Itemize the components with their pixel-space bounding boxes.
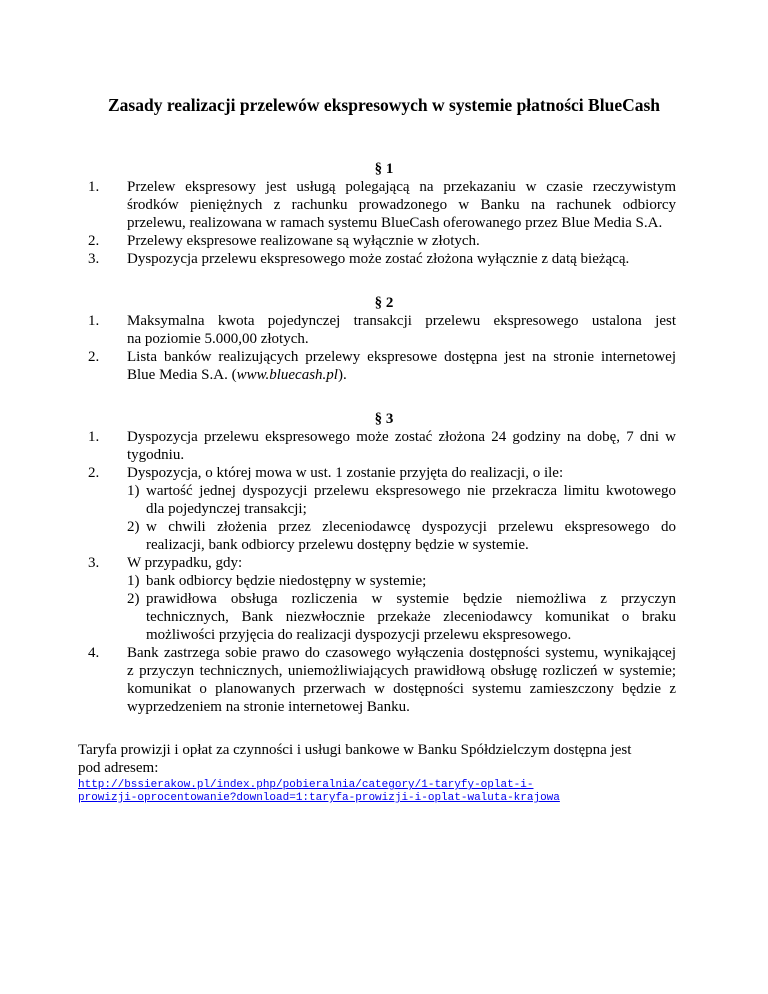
- section-2-heading: § 2: [374, 295, 394, 311]
- tariff-link[interactable]: [78, 779, 698, 805]
- item-line: Dyspozycja przelewu ekspresowego może zostać złożona 24 godziny na dobę, 7 dni w: [127, 429, 676, 445]
- item-number: 2.: [88, 465, 100, 481]
- sub-line: możliwości przyjęcia do realizacji dyspozycji przelewu ekspresowego.: [146, 627, 572, 643]
- item-number: 1.: [88, 429, 100, 445]
- item-line: przelewu, realizowana w ramach systemu BlueCash oferowanego przez Blue Media S.A.: [127, 215, 663, 231]
- item-number: 2.: [88, 349, 100, 365]
- item-line: Blue Media S.A. (www.bluecash.pl).: [127, 367, 347, 383]
- sub-line: bank odbiorcy będzie niedostępny w systemie;: [146, 573, 427, 589]
- sub-line: technicznych, Bank niezwłocznie przekaże zleceniodawcy komunikat o braku: [146, 609, 676, 625]
- item-number: 1.: [88, 179, 100, 195]
- sub-line: prawidłowa obsługa rozliczenia w systemie będzie niemożliwa z przyczyn: [146, 591, 676, 607]
- item-text: Dyspozycja przelewu ekspresowego może zostać złożona wyłącznie z datą bieżącą.: [127, 251, 630, 267]
- item-line: Przelew ekspresowy jest usługą polegającą na przekazaniu w czasie rzeczywistym: [127, 179, 676, 195]
- item-text: Dyspozycja, o której mowa w ust. 1 zostanie przyjęta do realizacji, o ile:: [127, 465, 564, 481]
- item-text: W przypadku, gdy:: [127, 555, 243, 571]
- item-line: wyprzedzeniem na stronie internetowej Banku.: [127, 699, 410, 715]
- section-3-heading: § 3: [374, 411, 394, 427]
- item-line: na poziomie 5.000,00 złotych.: [127, 331, 309, 347]
- bluecash-url: www.bluecash.pl: [236, 367, 338, 383]
- sub-number: 2): [127, 519, 140, 535]
- item-number: 3.: [88, 251, 100, 267]
- document-title: Zasady realizacji przelewów ekspresowych w systemie płatności BlueCash: [107, 95, 661, 115]
- sub-line: w chwili złożenia przez zleceniodawcę dyspozycji przelewu ekspresowego do: [146, 519, 676, 535]
- tariff-note-line: Taryfa prowizji i opłat za czynności i usługi bankowe w Banku Spółdzielczym dostępna jest: [78, 742, 632, 758]
- item-line: Bank zastrzega sobie prawo do czasowego wyłączenia dostępności systemu, wynikającej: [127, 645, 676, 661]
- sub-line: wartość jednej dyspozycji przelewu ekspresowego nie przekracza limitu kwotowego: [146, 483, 676, 499]
- item-line: środków pieniężnych z rachunku prowadzonego w Banku na rachunek odbiorcy: [127, 197, 676, 213]
- tariff-link-line[interactable]: prowizji-oprocentowanie?download=1:taryfa-prowizji-i-oplat-waluta-krajowa: [78, 792, 560, 804]
- item-number: 2.: [88, 233, 100, 249]
- sub-number: 1): [127, 573, 140, 589]
- item-line: komunikat o planowanych przerwach w dostępności systemu zamieszczony będzie z: [127, 681, 676, 697]
- item-line: z przyczyn technicznych, uniemożliwiających prawidłową obsługę rozliczeń w systemie;: [127, 663, 676, 679]
- tariff-note-line: pod adresem:: [78, 760, 159, 776]
- item-number: 1.: [88, 313, 100, 329]
- item-text: Przelewy ekspresowe realizowane są wyłącznie w złotych.: [127, 233, 480, 249]
- section-1-heading: § 1: [374, 161, 394, 177]
- sub-number: 1): [127, 483, 140, 499]
- item-line: Maksymalna kwota pojedynczej transakcji przelewu ekspresowego ustalona jest: [127, 313, 676, 329]
- sub-number: 2): [127, 591, 140, 607]
- sub-line: realizacji, bank odbiorcy przelewu dostępny będzie w systemie.: [146, 537, 529, 553]
- item-number: 4.: [88, 645, 100, 661]
- sub-line: dla pojedynczej transakcji;: [146, 501, 307, 517]
- item-number: 3.: [88, 555, 100, 571]
- tariff-note: [78, 741, 678, 777]
- item-line: tygodniu.: [127, 447, 185, 463]
- tariff-link-line[interactable]: http://bssierakow.pl/index.php/pobieralnia/category/1-taryfy-oplat-i-: [78, 779, 534, 791]
- item-line: Lista banków realizujących przelewy ekspresowe dostępna jest na stronie internetowej: [127, 349, 676, 365]
